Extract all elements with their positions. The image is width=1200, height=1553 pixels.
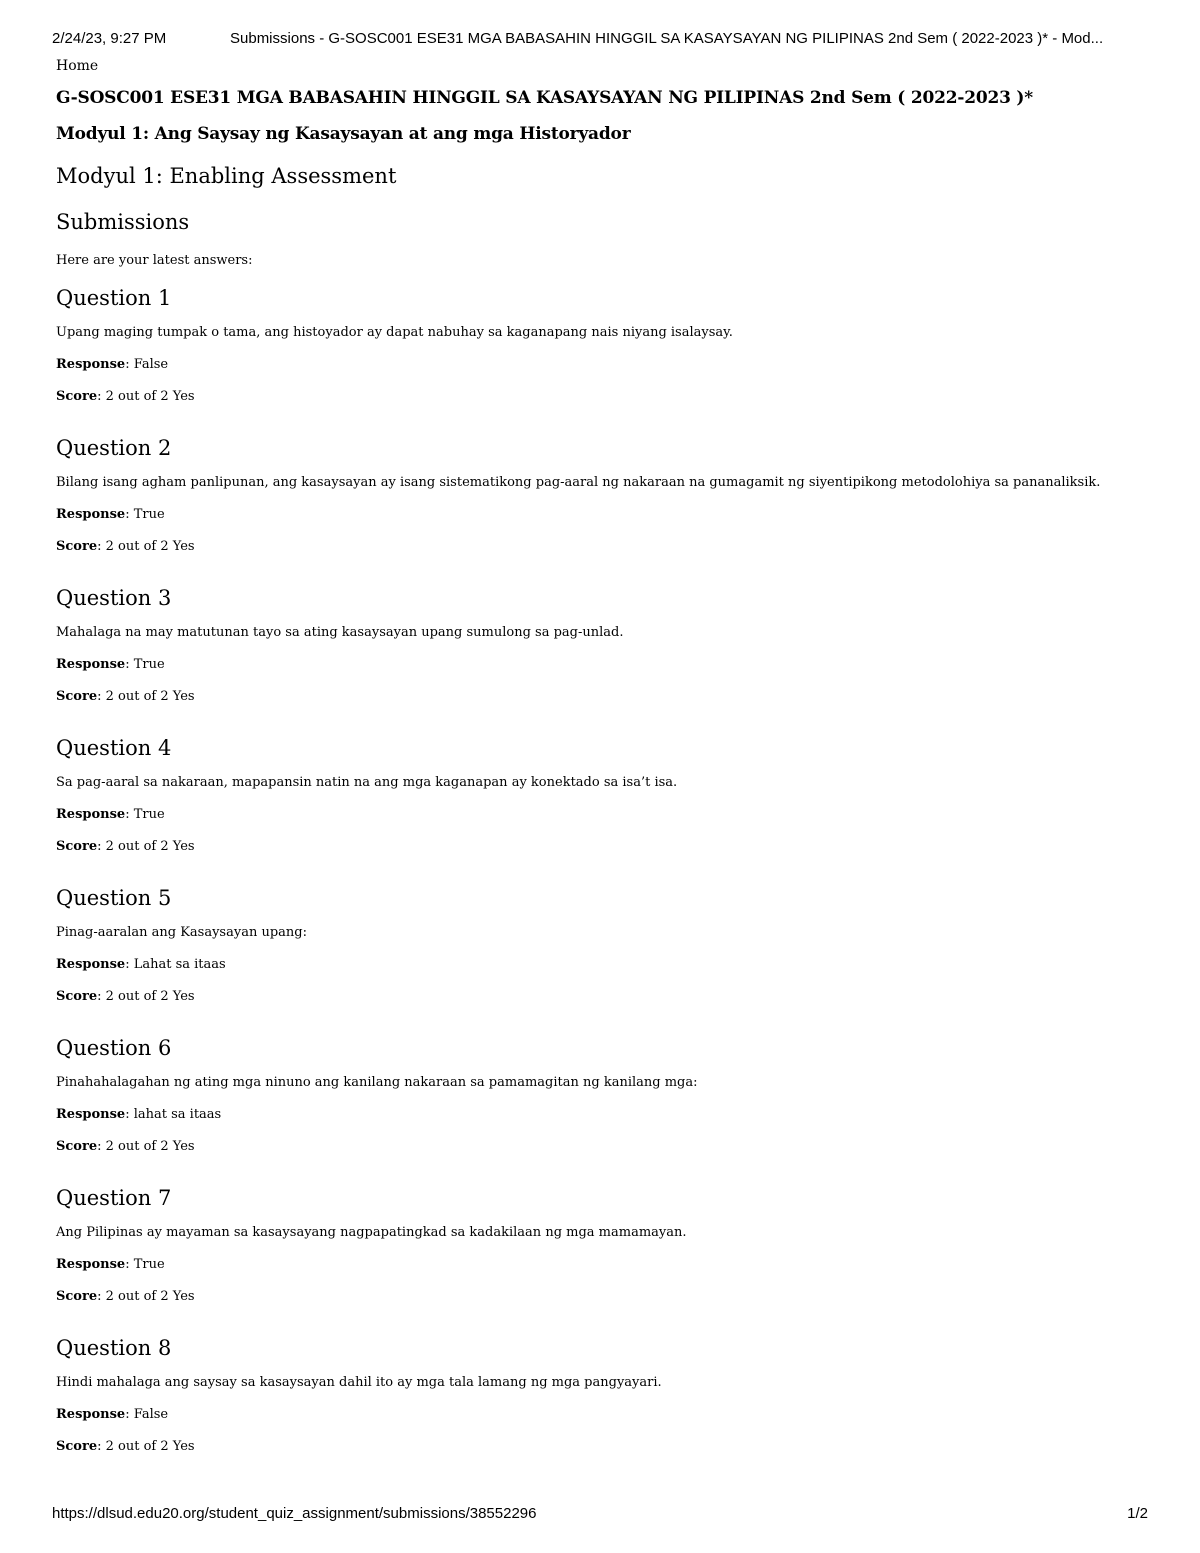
print-footer [52,1505,1148,1525]
print-header [52,30,1148,50]
question-text: Pinag-aaralan ang Kasaysayan upang: [56,925,307,940]
question-response [56,356,1146,374]
response-value: : True [125,507,165,522]
question-text: Pinahahalagahan ng ating mga ninuno ang kanilang nakaraan sa pamamagitan ng kanilang mga: [56,1075,698,1090]
score-label: Score [56,539,98,554]
submissions-heading: Submissions [56,210,190,234]
question-score [56,1438,1146,1456]
response-value: : Lahat sa itaas [125,957,226,972]
score-value: : 2 out of 2 Yes [97,1139,195,1154]
score-label: Score [56,689,98,704]
response-value: : False [125,357,169,372]
question-response [56,1256,1146,1274]
page-content [56,56,1146,1482]
question-score [56,1288,1146,1306]
question-8 [56,1332,1146,1482]
response-label: Response [56,1407,126,1422]
question-response [56,1406,1146,1424]
score-label: Score [56,1139,98,1154]
question-score [56,1138,1146,1156]
score-value: : 2 out of 2 Yes [97,989,195,1004]
response-value: : True [125,807,165,822]
score-value: : 2 out of 2 Yes [97,539,195,554]
question-list [56,282,1146,1482]
question-5 [56,882,1146,1032]
score-label: Score [56,839,98,854]
question-response [56,806,1146,824]
intro-text: Here are your latest answers: [56,253,253,268]
question-heading: Question 2 [56,436,172,460]
response-label: Response [56,507,126,522]
response-label: Response [56,657,126,672]
question-heading: Question 7 [56,1186,172,1210]
question-text: Upang maging tumpak o tama, ang histoyador ay dapat nabuhay sa kaganapang nais niyang isalaysay. [56,325,733,340]
print-page-number: 1/2 [1127,1505,1148,1522]
question-score [56,988,1146,1006]
breadcrumb-home-link[interactable]: Home [56,58,99,74]
question-response [56,506,1146,524]
score-value: : 2 out of 2 Yes [97,389,195,404]
question-score [56,838,1146,856]
module-title: Modyul 1: Ang Saysay ng Kasaysayan at ang mga Historyador [56,124,631,144]
print-datetime: 2/24/23, 9:27 PM [52,30,167,47]
response-label: Response [56,957,126,972]
question-1 [56,282,1146,432]
question-3 [56,582,1146,732]
question-response [56,1106,1146,1124]
question-text: Mahalaga na may matutunan tayo sa ating kasaysayan upang sumulong sa pag-unlad. [56,625,624,640]
question-text: Sa pag-aaral sa nakaraan, mapapansin natin na ang mga kaganapan ay konektado sa isa’t isa. [56,775,678,790]
score-value: : 2 out of 2 Yes [97,1289,195,1304]
score-label: Score [56,389,98,404]
response-value: : True [125,657,165,672]
question-score [56,388,1146,406]
question-heading: Question 1 [56,286,172,310]
question-2 [56,432,1146,582]
print-document-title: Submissions - G-SOSC001 ESE31 MGA BABASAHIN HINGGIL SA KASAYSAYAN NG PILIPINAS 2nd Sem ( 2022-2023 )* - Mod... [230,30,1104,47]
response-value: : True [125,1257,165,1272]
assessment-title: Modyul 1: Enabling Assessment [56,164,397,188]
question-text: Hindi mahalaga ang saysay sa kasaysayan dahil ito ay mga tala lamang ng mga pangyayari. [56,1375,662,1390]
course-title: G-SOSC001 ESE31 MGA BABASAHIN HINGGIL SA KASAYSAYAN NG PILIPINAS 2nd Sem ( 2022-2023 )* [56,88,1033,108]
score-label: Score [56,1439,98,1454]
question-heading: Question 3 [56,586,172,610]
question-score [56,688,1146,706]
question-heading: Question 4 [56,736,172,760]
question-heading: Question 5 [56,886,172,910]
breadcrumb [56,56,1146,76]
score-label: Score [56,1289,98,1304]
question-4 [56,732,1146,882]
question-7 [56,1182,1146,1332]
score-value: : 2 out of 2 Yes [97,689,195,704]
question-heading: Question 6 [56,1036,172,1060]
question-score [56,538,1146,556]
question-6 [56,1032,1146,1182]
question-text: Ang Pilipinas ay mayaman sa kasaysayang nagpapatingkad sa kadakilaan ng mga mamamayan. [56,1225,687,1240]
question-response [56,956,1146,974]
question-heading: Question 8 [56,1336,172,1360]
score-value: : 2 out of 2 Yes [97,1439,195,1454]
response-label: Response [56,357,126,372]
score-value: : 2 out of 2 Yes [97,839,195,854]
question-response [56,656,1146,674]
response-label: Response [56,807,126,822]
question-text: Bilang isang agham panlipunan, ang kasaysayan ay isang sistematikong pag-aaral ng nakaraan na gumagamit ng siyentipikong metodolohiya sa pananaliksik. [56,475,1101,490]
print-url: https://dlsud.edu20.org/student_quiz_assignment/submissions/38552296 [52,1505,537,1522]
response-value: : False [125,1407,169,1422]
response-label: Response [56,1107,126,1122]
score-label: Score [56,989,98,1004]
response-label: Response [56,1257,126,1272]
response-value: : lahat sa itaas [125,1107,222,1122]
